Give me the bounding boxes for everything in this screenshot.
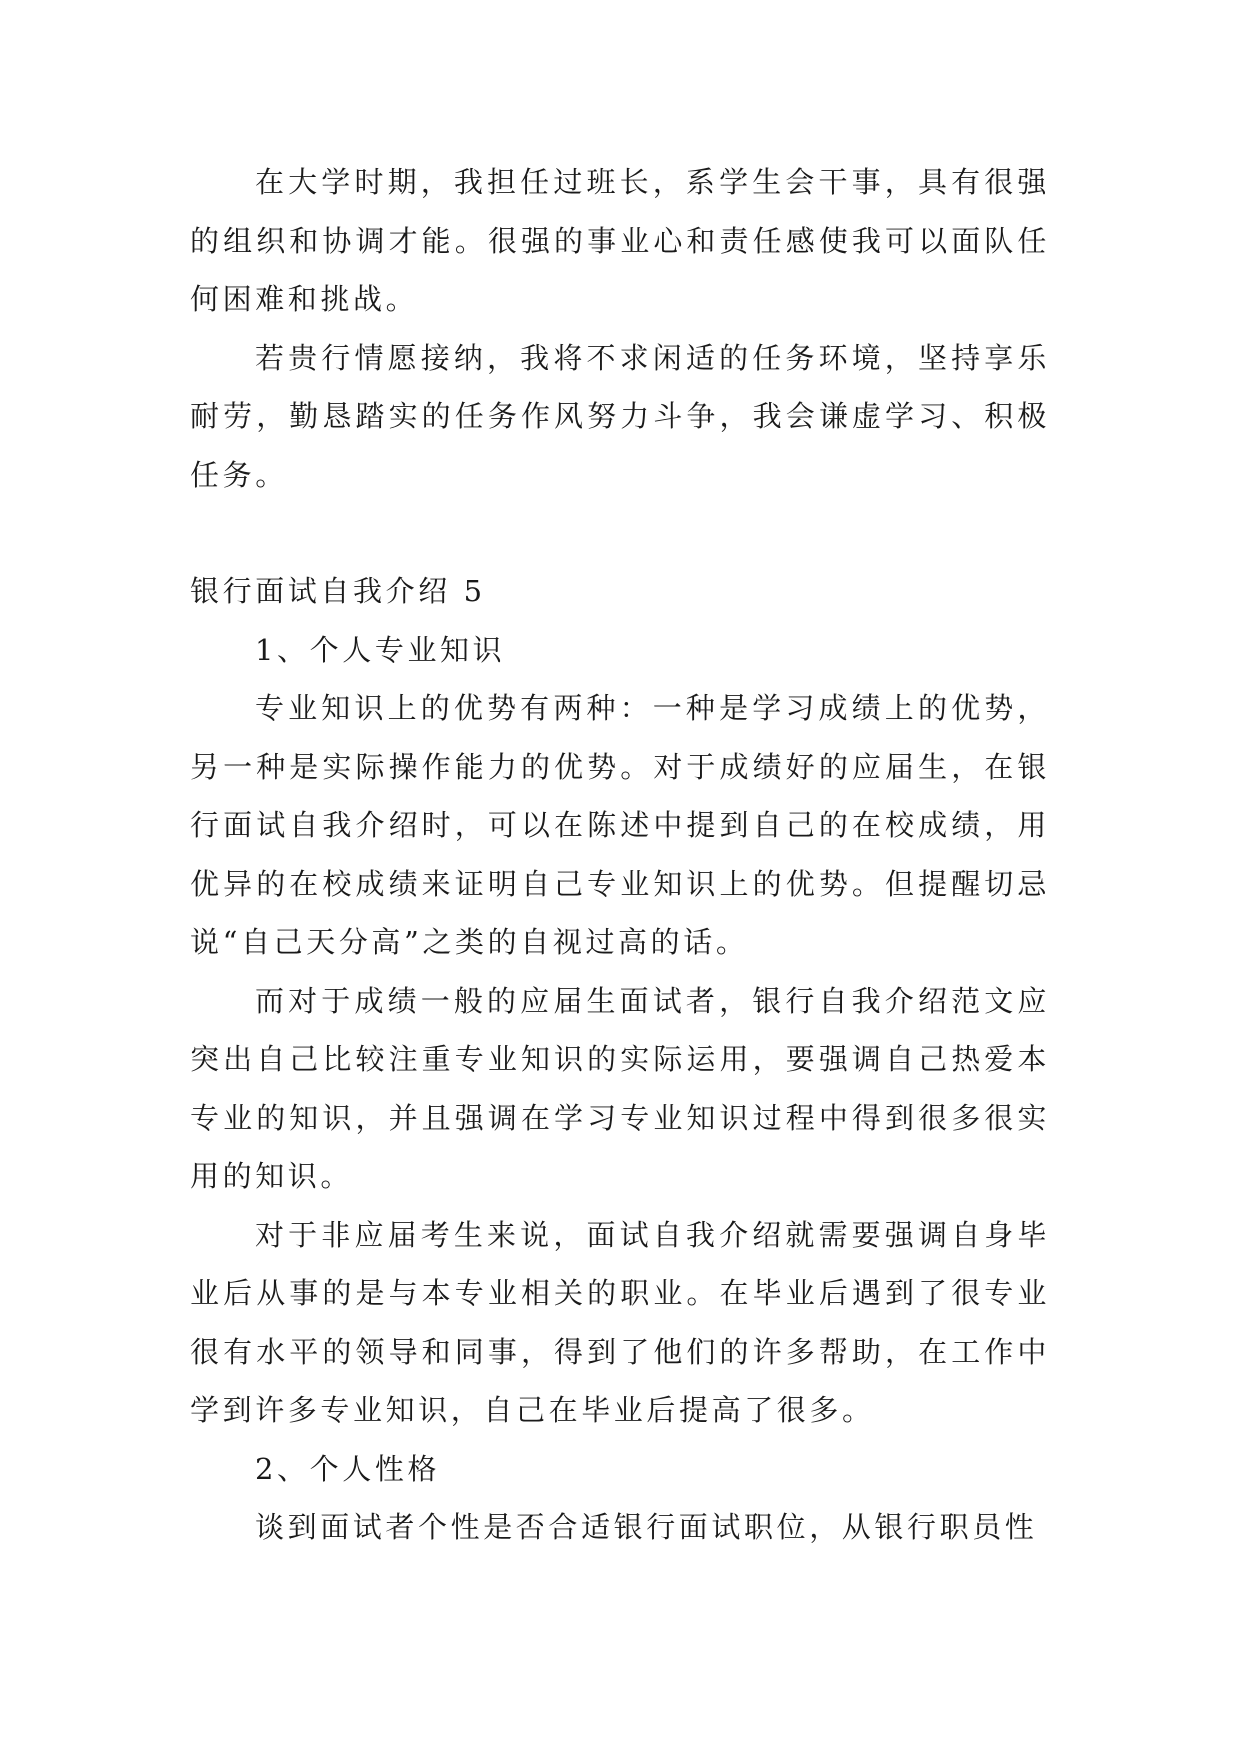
paragraph-average-graduate: 而对于成绩一般的应届生面试者，银行自我介绍范文应突出自己比较注重专业知识的实际运用，要强调自己热爱本专业的知识，并且强调在学习专业知识过程中得到很多很实用的知识。 — [190, 983, 1050, 1193]
paragraph-commitment: 若贵行情愿接纳，我将不求闲适的任务环境，坚持享乐耐劳，勤恳踏实的任务作风努力斗争，我会谦虚学习、积极任务。 — [190, 340, 1050, 492]
document-body — [190, 153, 1050, 1557]
paragraph-leadership: 在大学时期，我担任过班长，系学生会干事，具有很强的组织和协调才能。很强的事业心和责任感使我可以面队任何困难和挑战。 — [190, 165, 1050, 316]
paragraph-personality: 谈到面试者个性是否合适银行面试职位，从银行职员性 — [255, 1510, 1038, 1544]
paragraph-non-graduate: 对于非应届考生来说，面试自我介绍就需要强调自身毕业后从事的是与本专业相关的职业。在毕业后遇到了很专业很有水平的领导和同事，得到了他们的许多帮助，在工作中学到许多专业知识，自己在毕业后提高了很多。 — [190, 1217, 1050, 1427]
section-title: 银行面试自我介绍 5 — [190, 574, 486, 608]
subsection-title-personality: 2、个人性格 — [255, 1451, 441, 1486]
paragraph-knowledge-advantage: 专业知识上的优势有两种：一种是学习成绩上的优势，另一种是实际操作能力的优势。对于成绩好的应届生，在银行面试自我介绍时，可以在陈述中提到自己的在校成绩，用优异的在校成绩来证明自己专业知识上的优势。但提醒切忌说“自己天分高”之类的自视过高的话。 — [190, 691, 1050, 959]
subsection-title-knowledge: 1、个人专业知识 — [255, 632, 506, 667]
section-spacer — [190, 504, 1050, 562]
